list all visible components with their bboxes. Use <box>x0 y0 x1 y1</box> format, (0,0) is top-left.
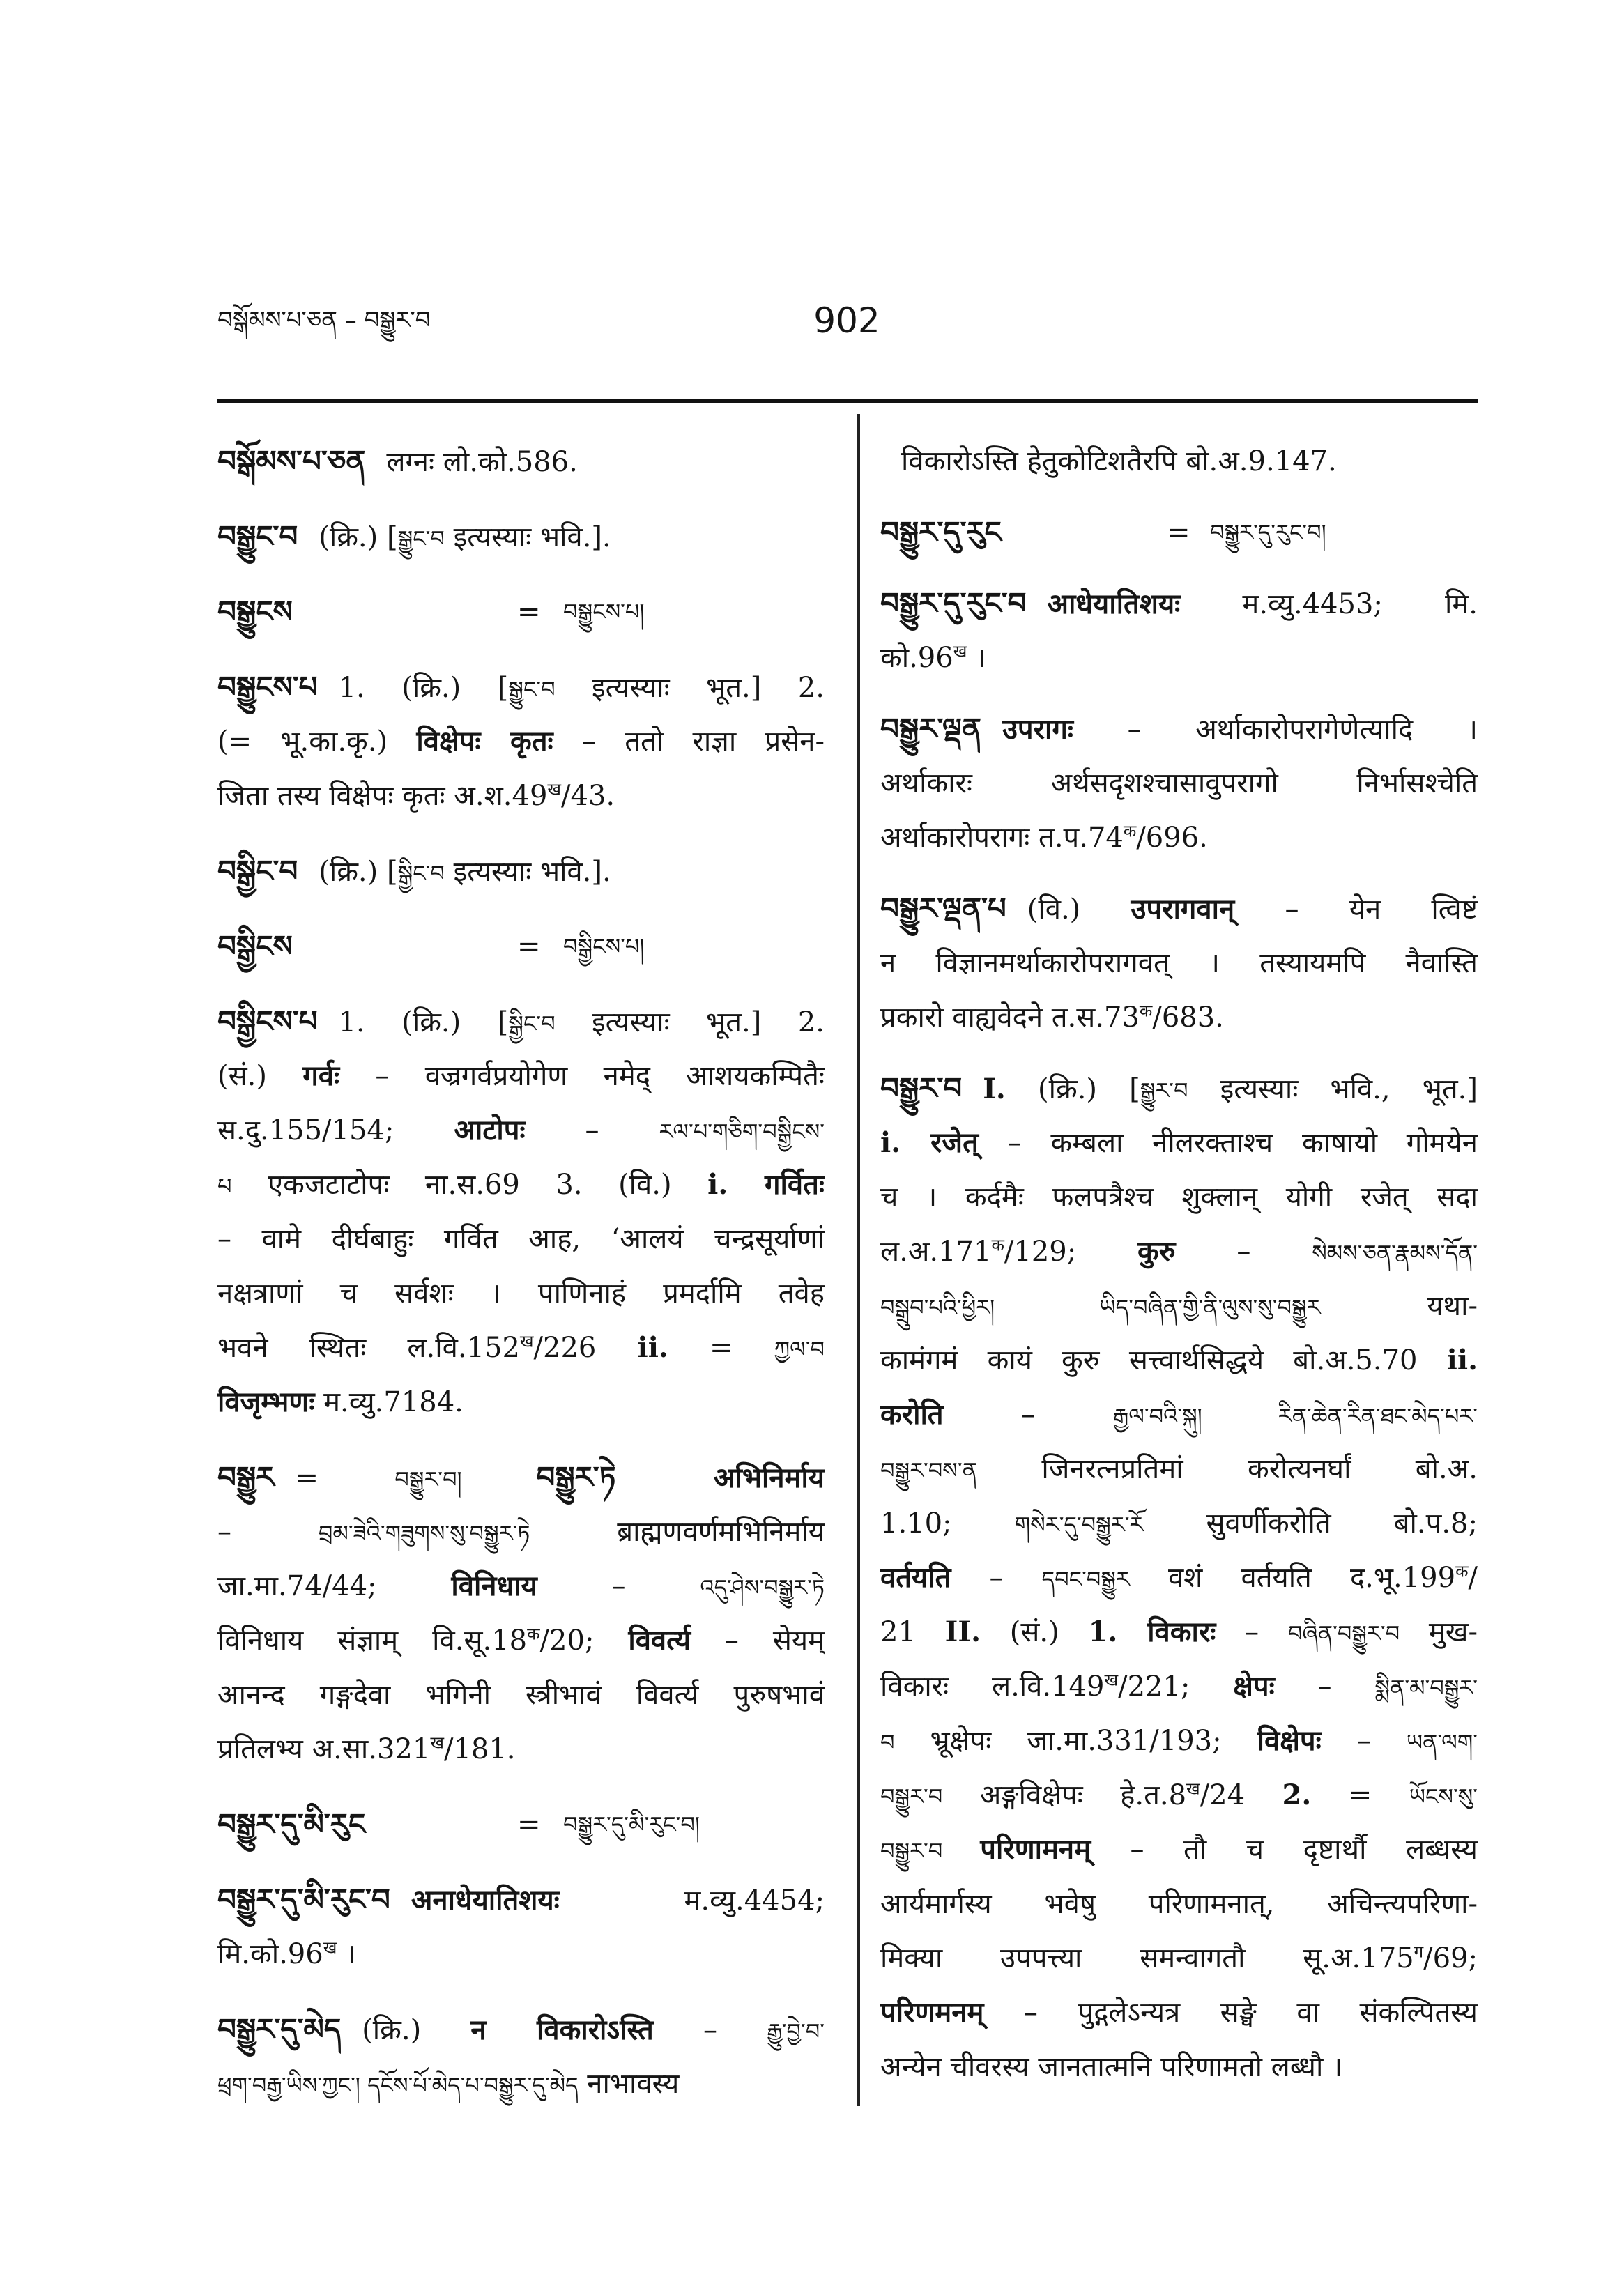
entry-text: स.दु.155/154; <box>217 1114 454 1146</box>
entry-line <box>880 631 1478 685</box>
sanskrit-term: वर्तयति <box>880 1561 951 1594</box>
entry-line <box>880 1061 1478 1116</box>
folio-side-mark: ख <box>1186 1779 1200 1799</box>
entry-line <box>880 1170 1478 1225</box>
entry-text: इत्यस्याः भूत.] 2. <box>555 1006 825 1038</box>
entry-text: न विज्ञानमर्थाकारोपरागवत् । तस्यायमपि नैवास्ति <box>880 947 1478 979</box>
sanskrit-term: न विकारोऽस्ति <box>470 2013 654 2046</box>
equals-sign: = <box>517 930 541 962</box>
entry-text: – <box>537 1570 700 1602</box>
entry-text: अर्थाकारोपरागः त.प.74 <box>880 822 1124 854</box>
entry-text: नाभावस्य <box>578 2068 680 2100</box>
entry-text: अन्येन चीवरस्य जानतात्मनि परिणामतो लब्धौ । <box>880 2051 1343 2083</box>
header-rule <box>217 399 1478 403</box>
tibetan-text: བསྒྱུར་བ <box>880 1783 943 1810</box>
entry-line <box>880 1551 1478 1605</box>
tibetan-text: བསྒྱུར་བས་ན <box>880 1457 977 1484</box>
dictionary-entry <box>217 585 825 639</box>
entry-line <box>217 585 825 639</box>
entry-line <box>880 1388 1478 1442</box>
sanskrit-term: कुरु <box>1137 1235 1176 1268</box>
entry-line <box>880 1659 1478 1714</box>
entry-text: (क्रि.) [ <box>319 856 398 888</box>
sanskrit-term: I. <box>983 1073 1006 1105</box>
entry-line <box>880 576 1478 631</box>
sanskrit-term: विक्षेपः <box>1257 1724 1322 1757</box>
entry-line <box>217 1797 825 1852</box>
entry-line <box>217 660 825 714</box>
dictionary-entry <box>217 434 825 489</box>
entry-line <box>217 1927 825 1981</box>
entry-text: – वज्रगर्वप्रयोगेण नमेद् आशयकम्पितैः <box>339 1060 825 1092</box>
sanskrit-term: 2. <box>1282 1779 1312 1811</box>
entry-line <box>880 1877 1478 1931</box>
entry-text: को.96 <box>880 642 953 674</box>
entry-text: = <box>295 1462 395 1494</box>
running-head: བསྒོམས་པ་ཅན – བསྒྱུར་བ <box>217 307 431 335</box>
sanskrit-term: i. गर्वितः <box>707 1168 825 1201</box>
entry-line <box>217 1375 825 1429</box>
entry-text: इत्यस्याः भूत.] 2. <box>555 672 825 704</box>
entry-line <box>217 1668 825 1722</box>
entry-line <box>217 1722 825 1776</box>
entry-text: जा.मा.74/44; <box>217 1570 452 1602</box>
entry-text: विकारः ल.वि.149 <box>880 1671 1105 1703</box>
tibetan-text: བ <box>880 1729 895 1756</box>
entry-text: जिता तस्य विक्षेपः कृतः अ.श.49 <box>217 780 548 812</box>
entry-text: (क्रि.) [ <box>1005 1073 1140 1105</box>
entry-text: भ्रूक्षेपः जा.मा.331/193; <box>894 1725 1257 1757</box>
entry-text: ब्राह्मणवर्णमभिनिर्माय <box>530 1516 825 1548</box>
tibetan-text: སྒྱིང་བ <box>397 860 445 886</box>
entry-text: सुवर्णीकरोति बो.प.8; <box>1143 1507 1478 1540</box>
entry-text: 1. (क्रि.) [ <box>338 672 509 704</box>
entry-line <box>901 434 1478 489</box>
entry-text: लग्नः लो.को.586. <box>386 446 578 478</box>
folio-side-mark: ख <box>1104 1670 1119 1690</box>
left-column <box>217 434 825 2111</box>
cross-reference: བསྒྱུངས་པ། <box>563 599 645 625</box>
cross-reference: བསྒྱུར་དུ་རུང་བ། <box>1210 519 1326 546</box>
dictionary-entry <box>217 919 825 974</box>
sanskrit-term: विवर्त्य <box>628 1624 691 1657</box>
sanskrit-term: विजृम्भणः <box>217 1386 315 1418</box>
equals-sign: = <box>517 1809 541 1841</box>
tibetan-text: སྒྱུར་བ <box>1140 1077 1188 1104</box>
entry-line <box>217 714 825 769</box>
tibetan-text: བྲམ་ཟེའི་གཟུགས་སུ་བསྒྱུར་ཏེ <box>318 1520 530 1546</box>
entry-line <box>217 1212 825 1266</box>
folio-side-mark: क <box>1139 1001 1153 1021</box>
folio-side-mark: क <box>1455 1561 1469 1581</box>
entry-line <box>217 509 825 564</box>
entry-text: – <box>525 1114 659 1146</box>
tibetan-text: བཞིན་བསྒྱུར་བ <box>1287 1620 1400 1647</box>
folio-side-mark: ख <box>323 1937 337 1958</box>
entry-text: कामंगमं कायं कुरु सत्त्वार्थसिद्धये बो.अ.5.70 <box>880 1344 1447 1376</box>
entry-text: च । कर्दमैः फलपत्रैश्च शुक्लान् योगी रजेत् सदा <box>880 1181 1478 1213</box>
entry-text: – वामे दीर्घबाहुः गर्वित आह, ‘आलयं चन्द्रसूर्याणां <box>217 1223 825 1255</box>
entry-text: इत्यस्याः भवि., भूत.] <box>1188 1073 1478 1105</box>
entry-line <box>217 1450 825 1505</box>
dictionary-entry <box>880 882 1478 1045</box>
entry-line <box>880 1116 1478 1170</box>
sanskrit-term: अनाधेयातिशयः <box>411 1884 560 1917</box>
entry-text: /226 <box>533 1332 638 1364</box>
entry-text: विनिधाय संज्ञाम् वि.सू.18 <box>217 1625 528 1657</box>
entry-text: – <box>217 1516 319 1548</box>
sanskrit-term: क्षेपः <box>1233 1670 1275 1703</box>
tibetan-text: སེམས་ཅན་རྣམས་དོན་ <box>1312 1240 1478 1266</box>
dictionary-entry <box>880 434 1478 489</box>
equals-sign: = <box>517 596 541 628</box>
entry-text: (क्रि.) [ <box>319 521 398 553</box>
entry-text: म.व्यु.4453; मि. <box>1180 588 1478 620</box>
headword: བསྒྱུར་བ <box>880 1071 963 1105</box>
headword: བསྒྱུར་ལྡན <box>880 712 981 746</box>
tibetan-text: རྒྱལ་བའི་སྐུ། རིན་ཆེན་རིན་ཐང་མེད་པར་ <box>1112 1403 1478 1429</box>
tibetan-text: སྒྱུང་བ <box>508 676 556 703</box>
entry-line <box>217 995 825 1049</box>
entry-text: (= भू.का.कृ.) <box>217 726 417 758</box>
sanskrit-term: विक्षेपः कृतः <box>416 725 553 758</box>
folio-side-mark: ग <box>1414 1942 1424 1962</box>
headword: བསྒྱུང་བ <box>217 519 298 553</box>
headword: བསྒོམས་པ་ཅན <box>217 444 366 478</box>
entry-line <box>880 505 1478 560</box>
sanskrit-term: परिणमनम् <box>880 1996 984 2029</box>
dictionary-entry <box>217 660 825 823</box>
entry-text: – कम्बला नीलरक्ताश्च काषायो गोमयेन <box>978 1127 1478 1159</box>
tibetan-text: རྒྱུ་བྱེ་བ་ <box>767 2018 825 2045</box>
entry-text: । <box>967 642 987 674</box>
entry-line <box>880 811 1478 865</box>
dictionary-entry <box>880 576 1478 685</box>
dictionary-entry <box>217 1450 825 1776</box>
entry-line <box>217 1505 825 1559</box>
sanskrit-term: परिणामनम् <box>980 1833 1091 1866</box>
entry-text: (क्रि.) <box>362 2014 471 2046</box>
entry-text: – अर्थाकारोपरागेणेत्यादि । <box>1073 714 1478 746</box>
tibetan-text: འདུ་ཤེས་བསྒྱུར་ཏེ <box>700 1574 825 1601</box>
entry-line <box>880 990 1478 1045</box>
headword: བསྒྱུར་དུ་མེད <box>217 2012 342 2046</box>
entry-line <box>880 1605 1478 1659</box>
entry-text: भवने स्थितः ल.वि.152 <box>217 1332 520 1364</box>
dictionary-entry <box>217 509 825 564</box>
entry-text: यथा- <box>1320 1290 1478 1322</box>
headword: བསྒྱུར་དུ་མི་རུང <box>217 1807 366 1841</box>
tibetan-text: གསེར་དུ་བསྒྱུར་རོ <box>1014 1512 1144 1538</box>
entry-text: /43. <box>561 780 615 812</box>
sanskrit-term: उपरागवान् <box>1131 893 1235 926</box>
entry-line <box>217 1559 825 1613</box>
entry-text: /696. <box>1136 822 1208 854</box>
entry-text: – <box>1321 1725 1407 1757</box>
entry-text: मुख- <box>1400 1616 1478 1648</box>
entry-text: /69; <box>1423 1942 1478 1974</box>
entry-line <box>880 1225 1478 1279</box>
entry-line <box>880 1496 1478 1551</box>
entry-line <box>880 1986 1478 2040</box>
entry-text: / <box>1468 1562 1478 1594</box>
entry-text: /181. <box>443 1733 516 1765</box>
entry-text: – पुद्गलेऽन्यत्र सङ्घे वा संकल्पितस्य <box>983 1997 1478 2029</box>
folio-side-mark: ख <box>547 779 562 799</box>
sanskrit-term: गर्वः <box>302 1059 340 1092</box>
entry-text: = <box>668 1332 774 1364</box>
tibetan-text: པ <box>217 1173 232 1199</box>
entry-text: आर्यमार्गस्य भवेषु परिणामनात्, अचिन्त्यपरिणा- <box>880 1888 1478 1920</box>
entry-line <box>880 1442 1478 1496</box>
entry-text: – ततो राज्ञा प्रसेन- <box>553 726 825 758</box>
dictionary-entry <box>217 995 825 1429</box>
entry-line <box>880 702 1478 756</box>
dictionary-entry <box>880 505 1478 560</box>
entry-line <box>217 844 825 898</box>
entry-line <box>880 1714 1478 1768</box>
entry-line <box>880 756 1478 811</box>
folio-side-mark: ख <box>430 1733 444 1753</box>
entry-text: अङ्गविक्षेपः हे.त.8 <box>942 1779 1187 1811</box>
tibetan-text: བསྒྲུབ་པའི་ཕྱིར། ཡིད་བཞིན་གྱི་ནི་ལུས་སུ་བསྒྱུར <box>880 1294 1321 1321</box>
sanskrit-term: ii. <box>637 1331 668 1364</box>
entry-line <box>880 1768 1478 1822</box>
headword: བསྒྱིང་བ <box>217 854 298 888</box>
folio-side-mark: क <box>527 1624 540 1644</box>
dictionary-entry <box>880 1061 1478 2094</box>
page-number: 902 <box>813 300 880 341</box>
cross-reference: བསྒྱིངས་པ། <box>563 933 645 960</box>
entry-line <box>217 1103 825 1158</box>
entry-line <box>217 919 825 974</box>
entry-line <box>217 434 825 489</box>
sanskrit-term: आटोपः <box>454 1114 526 1146</box>
entry-text: 1.10; <box>880 1507 1015 1540</box>
entry-text: 21 <box>880 1616 945 1648</box>
sanskrit-term: उपरागः <box>1002 713 1073 746</box>
entry-text: (सं.) <box>981 1616 1089 1648</box>
entry-text: – <box>1216 1616 1288 1648</box>
entry-text: म.व्यु.4454; <box>559 1885 825 1917</box>
entry-text: – येन त्विष्टं <box>1234 893 1478 926</box>
entry-text: (वि.) <box>1027 893 1131 926</box>
folio-side-mark: ख <box>953 641 967 661</box>
headword: བསྒྱུངས <box>217 594 293 629</box>
entry-text: विकारोऽस्ति हेतुकोटिशतैरपि बो.अ.9.147. <box>901 445 1337 477</box>
entry-text: जिनरत्नप्रतिमां करोत्यनर्घां बो.अ. <box>976 1453 1478 1485</box>
entry-text: /20; <box>539 1625 629 1657</box>
tibetan-text: སྨིན་མ་བསྒྱུར་ <box>1374 1675 1478 1701</box>
entry-line <box>880 882 1478 936</box>
entry-line <box>217 769 825 823</box>
entry-line <box>217 2057 825 2111</box>
tibetan-text: ཀྱལ་བ <box>774 1336 825 1363</box>
entry-text: अर्थाकारः अर्थसदृशश्चासावुपरागो निर्भासश्चेति <box>880 767 1478 799</box>
headword: བསྒྱུར་དུ་རུང <box>880 515 1002 549</box>
equals-sign: = <box>1167 516 1190 548</box>
dictionary-entry <box>217 2002 825 2111</box>
headword: བསྒྱུར་དུ་རུང་བ <box>880 586 1027 620</box>
entry-text: म.व्यु.7184. <box>314 1386 464 1418</box>
tibetan-text: སྒྱུང་བ <box>397 525 445 552</box>
cross-reference: བསྒྱུར་དུ་མི་རུང་བ། <box>563 1811 700 1838</box>
tibetan-text: ཡོངས་སུ་ <box>1409 1783 1478 1810</box>
tibetan-text: སྒྱིང་བ <box>508 1011 556 1037</box>
sanskrit-term: 1. विकारः <box>1088 1615 1216 1648</box>
headword: བསྒྱུར་ཏེ <box>536 1460 616 1494</box>
entry-text: नक्षत्राणां च सर्वशः । पाणिनाहं प्रमर्दामि तवेह <box>217 1277 825 1310</box>
dictionary-entry <box>217 1873 825 1981</box>
sanskrit-term: II. <box>944 1615 981 1648</box>
tibetan-text: རལ་པ་གཅིག་བསྒྱིངས་ <box>659 1119 825 1145</box>
sanskrit-term: विनिधाय <box>451 1569 537 1602</box>
entry-text: प्रतिलभ्य अ.सा.321 <box>217 1733 431 1765</box>
folio-side-mark: ख <box>519 1331 534 1351</box>
headword: བསྒྱིངས་པ <box>217 1004 318 1038</box>
sanskrit-term: अभिनिर्माय <box>636 1461 825 1494</box>
entry-text: – <box>653 2014 767 2046</box>
entry-text: मि.को.96 <box>217 1938 323 1970</box>
headword: བསྒྱུངས་པ <box>217 670 318 704</box>
headword: བསྒྱུར <box>217 1460 275 1494</box>
sanskrit-term: करोति <box>880 1398 944 1431</box>
sanskrit-term: ii. <box>1446 1344 1478 1376</box>
entry-line <box>217 1613 825 1668</box>
entry-text: आनन्द गङ्गदेवा भगिनी स्त्रीभावं विवर्त्य पुरुषभावं <box>217 1679 825 1711</box>
entry-text: एकजटाटोपः ना.स.69 3. (वि.) <box>231 1169 708 1201</box>
entry-text: मिक्या उपपत्त्या समन्वागतौ सू.अ.175 <box>880 1942 1414 1974</box>
entry-text: ल.अ.171 <box>880 1236 992 1268</box>
entry-line <box>880 2040 1478 2094</box>
entry-text: 1. (क्रि.) [ <box>338 1006 509 1038</box>
folio-side-mark: क <box>991 1235 1004 1255</box>
entry-text: (सं.) <box>217 1060 303 1092</box>
tibetan-text: བསྒྱུར་བ <box>880 1838 981 1864</box>
entry-text: /683. <box>1152 1001 1224 1034</box>
entry-line <box>880 1822 1478 1877</box>
headword: བསྒྱུར་ལྡན་པ <box>880 891 1006 926</box>
entry-text: । <box>337 1938 357 1970</box>
entry-text: – <box>943 1399 1113 1431</box>
tibetan-text: བསྒྱུར་བ། <box>394 1466 537 1493</box>
dictionary-entry <box>217 1797 825 1852</box>
entry-text: /24 <box>1200 1779 1282 1811</box>
entry-line <box>880 1279 1478 1333</box>
entry-line <box>880 1931 1478 1986</box>
tibetan-text: ཕྲག་བརྒྱ་ཡིས་ཀྱང་། དངོས་པོ་མེད་པ་བསྒྱུར་དུ་མེད <box>217 2072 579 2098</box>
headword: བསྒྱུར་དུ་མི་རུང་བ <box>217 1882 390 1917</box>
entry-text: /221; <box>1118 1671 1234 1703</box>
entry-text: इत्यस्याः भवि.]. <box>444 856 611 888</box>
column-divider <box>857 414 860 2106</box>
entry-text: = <box>1311 1779 1409 1811</box>
sanskrit-term: i. रजेत् <box>880 1126 979 1159</box>
entry-line <box>880 936 1478 990</box>
entry-text: – <box>1274 1671 1375 1703</box>
entry-text: – सेयम् <box>690 1625 825 1657</box>
entry-text: – <box>951 1562 1042 1594</box>
right-column <box>880 434 1478 2094</box>
entry-text: प्रकारो वाह्यवेदने त.स.73 <box>880 1001 1140 1034</box>
dictionary-entry <box>217 844 825 898</box>
entry-text: /129; <box>1004 1236 1137 1268</box>
entry-line <box>217 1321 825 1375</box>
entry-line <box>217 1158 825 1212</box>
tibetan-text: དབང་བསྒྱུར <box>1041 1566 1130 1592</box>
entry-line <box>880 1333 1478 1388</box>
entry-line <box>217 2002 825 2057</box>
tibetan-text: ཡན་ལག་ <box>1406 1729 1478 1756</box>
entry-text: इत्यस्याः भवि.]. <box>444 521 611 553</box>
entry-text: – तौ च दृष्टार्थौ लब्धस्य <box>1091 1834 1478 1866</box>
folio-side-mark: क <box>1123 821 1137 841</box>
entry-line <box>217 1873 825 1927</box>
headword: བསྒྱིངས <box>217 929 293 963</box>
entry-line <box>217 1266 825 1321</box>
dictionary-entry <box>880 702 1478 865</box>
entry-text: – <box>1175 1236 1312 1268</box>
sanskrit-term: आधेयातिशयः <box>1047 588 1181 620</box>
entry-text: वशं वर्तयति द.भू.199 <box>1129 1562 1456 1594</box>
entry-line <box>217 1049 825 1103</box>
